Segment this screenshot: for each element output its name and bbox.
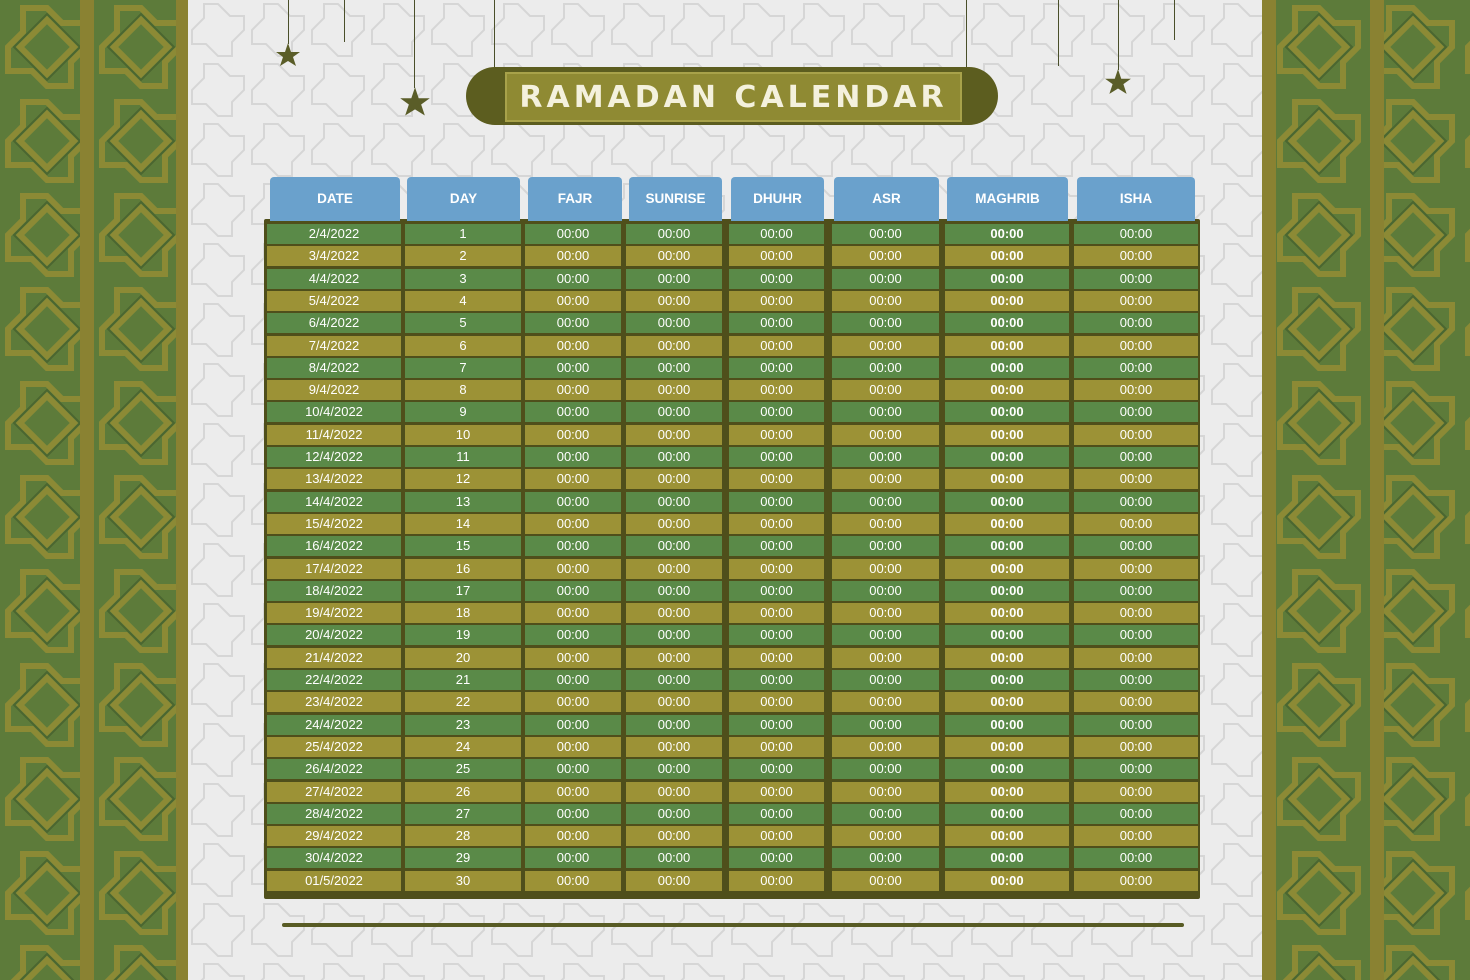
- cell-sunrise: 00:00: [626, 358, 722, 378]
- cell-fajr: 00:00: [525, 447, 621, 467]
- crescent-moon-icon: [1030, 62, 1074, 116]
- cell-maghrib: 00:00: [945, 380, 1069, 400]
- cell-sunrise: 00:00: [626, 848, 722, 868]
- cell-maghrib: 00:00: [945, 246, 1069, 266]
- cell-dhuhr: 00:00: [729, 313, 824, 333]
- cell-dhuhr: 00:00: [729, 291, 824, 311]
- cell-asr: 00:00: [832, 871, 939, 891]
- cell-asr: 00:00: [832, 492, 939, 512]
- ornament-string: [288, 0, 289, 44]
- cell-isha: 00:00: [1074, 492, 1198, 512]
- cell-dhuhr: 00:00: [729, 336, 824, 356]
- cell-sunrise: 00:00: [626, 715, 722, 735]
- left-geometric-pattern: [0, 0, 188, 980]
- ornament-string: [1118, 0, 1119, 70]
- cell-asr: 00:00: [832, 380, 939, 400]
- cell-day: 16: [405, 559, 521, 579]
- cell-sunrise: 00:00: [626, 581, 722, 601]
- cell-sunrise: 00:00: [626, 246, 722, 266]
- cell-date: 13/4/2022: [267, 469, 401, 489]
- right-panel-divider: [1370, 0, 1384, 980]
- cell-date: 19/4/2022: [267, 603, 401, 623]
- cell-isha: 00:00: [1074, 559, 1198, 579]
- cell-isha: 00:00: [1074, 581, 1198, 601]
- header-sunrise: SUNRISE: [629, 177, 722, 221]
- cell-maghrib: 00:00: [945, 336, 1069, 356]
- cell-dhuhr: 00:00: [729, 269, 824, 289]
- cell-maghrib: 00:00: [945, 358, 1069, 378]
- cell-asr: 00:00: [832, 469, 939, 489]
- cell-sunrise: 00:00: [626, 313, 722, 333]
- cell-date: 8/4/2022: [267, 358, 401, 378]
- cell-sunrise: 00:00: [626, 603, 722, 623]
- cell-isha: 00:00: [1074, 402, 1198, 422]
- cell-maghrib: 00:00: [945, 536, 1069, 556]
- cell-isha: 00:00: [1074, 425, 1198, 445]
- cell-day: 29: [405, 848, 521, 868]
- cell-dhuhr: 00:00: [729, 625, 824, 645]
- cell-isha: 00:00: [1074, 313, 1198, 333]
- cell-maghrib: 00:00: [945, 692, 1069, 712]
- cell-dhuhr: 00:00: [729, 692, 824, 712]
- cell-dhuhr: 00:00: [729, 402, 824, 422]
- cell-day: 8: [405, 380, 521, 400]
- cell-dhuhr: 00:00: [729, 670, 824, 690]
- cell-dhuhr: 00:00: [729, 425, 824, 445]
- cell-fajr: 00:00: [525, 670, 621, 690]
- cell-sunrise: 00:00: [626, 670, 722, 690]
- cell-isha: 00:00: [1074, 469, 1198, 489]
- star-icon: [275, 42, 301, 68]
- cell-date: 30/4/2022: [267, 848, 401, 868]
- cell-date: 27/4/2022: [267, 782, 401, 802]
- cell-maghrib: 00:00: [945, 848, 1069, 868]
- crescent-moon-icon: [328, 40, 372, 94]
- cell-maghrib: 00:00: [945, 447, 1069, 467]
- cell-asr: 00:00: [832, 358, 939, 378]
- cell-isha: 00:00: [1074, 514, 1198, 534]
- cell-maghrib: 00:00: [945, 826, 1069, 846]
- cell-isha: 00:00: [1074, 759, 1198, 779]
- cell-date: 29/4/2022: [267, 826, 401, 846]
- cell-fajr: 00:00: [525, 603, 621, 623]
- cell-date: 14/4/2022: [267, 492, 401, 512]
- star-icon: [399, 86, 431, 118]
- cell-day: 19: [405, 625, 521, 645]
- cell-day: 17: [405, 581, 521, 601]
- cell-isha: 00:00: [1074, 692, 1198, 712]
- cell-sunrise: 00:00: [626, 804, 722, 824]
- cell-fajr: 00:00: [525, 759, 621, 779]
- cell-date: 16/4/2022: [267, 536, 401, 556]
- cell-asr: 00:00: [832, 692, 939, 712]
- cell-dhuhr: 00:00: [729, 848, 824, 868]
- cell-date: 25/4/2022: [267, 737, 401, 757]
- cell-date: 6/4/2022: [267, 313, 401, 333]
- cell-isha: 00:00: [1074, 603, 1198, 623]
- cell-asr: 00:00: [832, 269, 939, 289]
- cell-date: 28/4/2022: [267, 804, 401, 824]
- cell-fajr: 00:00: [525, 492, 621, 512]
- cell-isha: 00:00: [1074, 715, 1198, 735]
- cell-asr: 00:00: [832, 224, 939, 244]
- cell-day: 2: [405, 246, 521, 266]
- cell-maghrib: 00:00: [945, 313, 1069, 333]
- cell-sunrise: 00:00: [626, 380, 722, 400]
- left-panel-edge: [176, 0, 188, 980]
- cell-maghrib: 00:00: [945, 648, 1069, 668]
- cell-fajr: 00:00: [525, 559, 621, 579]
- cell-fajr: 00:00: [525, 269, 621, 289]
- cell-asr: 00:00: [832, 313, 939, 333]
- cell-asr: 00:00: [832, 648, 939, 668]
- cell-isha: 00:00: [1074, 737, 1198, 757]
- crescent-moon-icon: [1154, 38, 1186, 78]
- cell-date: 24/4/2022: [267, 715, 401, 735]
- cell-fajr: 00:00: [525, 826, 621, 846]
- cell-date: 4/4/2022: [267, 269, 401, 289]
- cell-sunrise: 00:00: [626, 648, 722, 668]
- cell-day: 15: [405, 536, 521, 556]
- cell-isha: 00:00: [1074, 224, 1198, 244]
- cell-isha: 00:00: [1074, 358, 1198, 378]
- cell-sunrise: 00:00: [626, 492, 722, 512]
- cell-date: 20/4/2022: [267, 625, 401, 645]
- cell-maghrib: 00:00: [945, 670, 1069, 690]
- cell-fajr: 00:00: [525, 380, 621, 400]
- cell-asr: 00:00: [832, 514, 939, 534]
- cell-isha: 00:00: [1074, 246, 1198, 266]
- cell-isha: 00:00: [1074, 804, 1198, 824]
- cell-date: 01/5/2022: [267, 871, 401, 891]
- cell-sunrise: 00:00: [626, 692, 722, 712]
- cell-isha: 00:00: [1074, 269, 1198, 289]
- cell-isha: 00:00: [1074, 670, 1198, 690]
- ornament-string: [344, 0, 345, 42]
- cell-fajr: 00:00: [525, 425, 621, 445]
- cell-fajr: 00:00: [525, 782, 621, 802]
- cell-isha: 00:00: [1074, 447, 1198, 467]
- cell-fajr: 00:00: [525, 648, 621, 668]
- cell-dhuhr: 00:00: [729, 492, 824, 512]
- cell-sunrise: 00:00: [626, 224, 722, 244]
- star-icon: [1104, 68, 1132, 96]
- cell-date: 17/4/2022: [267, 559, 401, 579]
- cell-asr: 00:00: [832, 625, 939, 645]
- cell-asr: 00:00: [832, 402, 939, 422]
- header-isha: ISHA: [1077, 177, 1195, 221]
- cell-date: 12/4/2022: [267, 447, 401, 467]
- cell-asr: 00:00: [832, 336, 939, 356]
- cell-maghrib: 00:00: [945, 625, 1069, 645]
- cell-day: 1: [405, 224, 521, 244]
- cell-sunrise: 00:00: [626, 425, 722, 445]
- cell-day: 25: [405, 759, 521, 779]
- cell-day: 20: [405, 648, 521, 668]
- cell-dhuhr: 00:00: [729, 581, 824, 601]
- left-panel-divider: [80, 0, 94, 980]
- cell-fajr: 00:00: [525, 469, 621, 489]
- cell-dhuhr: 00:00: [729, 804, 824, 824]
- header-date: DATE: [270, 177, 400, 221]
- cell-dhuhr: 00:00: [729, 358, 824, 378]
- cell-day: 4: [405, 291, 521, 311]
- cell-isha: 00:00: [1074, 648, 1198, 668]
- cell-maghrib: 00:00: [945, 603, 1069, 623]
- header-asr: ASR: [834, 177, 939, 221]
- cell-day: 12: [405, 469, 521, 489]
- right-geometric-pattern: [1262, 0, 1470, 980]
- cell-sunrise: 00:00: [626, 447, 722, 467]
- cell-maghrib: 00:00: [945, 737, 1069, 757]
- cell-dhuhr: 00:00: [729, 871, 824, 891]
- cell-date: 9/4/2022: [267, 380, 401, 400]
- cell-dhuhr: 00:00: [729, 826, 824, 846]
- cell-day: 28: [405, 826, 521, 846]
- cell-sunrise: 00:00: [626, 625, 722, 645]
- cell-dhuhr: 00:00: [729, 447, 824, 467]
- cell-dhuhr: 00:00: [729, 782, 824, 802]
- bottom-divider: [282, 923, 1184, 927]
- cell-maghrib: 00:00: [945, 804, 1069, 824]
- ornament-string: [414, 0, 415, 88]
- cell-asr: 00:00: [832, 447, 939, 467]
- ornament-string: [966, 0, 967, 68]
- cell-dhuhr: 00:00: [729, 246, 824, 266]
- header-day: DAY: [407, 177, 520, 221]
- cell-maghrib: 00:00: [945, 425, 1069, 445]
- cell-maghrib: 00:00: [945, 402, 1069, 422]
- cell-maghrib: 00:00: [945, 871, 1069, 891]
- cell-dhuhr: 00:00: [729, 514, 824, 534]
- cell-day: 22: [405, 692, 521, 712]
- ornament-string: [494, 0, 495, 68]
- cell-date: 5/4/2022: [267, 291, 401, 311]
- cell-sunrise: 00:00: [626, 514, 722, 534]
- cell-fajr: 00:00: [525, 581, 621, 601]
- cell-sunrise: 00:00: [626, 737, 722, 757]
- cell-sunrise: 00:00: [626, 291, 722, 311]
- cell-sunrise: 00:00: [626, 269, 722, 289]
- cell-fajr: 00:00: [525, 514, 621, 534]
- cell-day: 26: [405, 782, 521, 802]
- cell-day: 13: [405, 492, 521, 512]
- right-pattern-panel: [1262, 0, 1470, 980]
- cell-dhuhr: 00:00: [729, 715, 824, 735]
- header-fajr: FAJR: [528, 177, 622, 221]
- ornament-string: [1174, 0, 1175, 40]
- cell-day: 3: [405, 269, 521, 289]
- cell-dhuhr: 00:00: [729, 759, 824, 779]
- cell-fajr: 00:00: [525, 737, 621, 757]
- cell-dhuhr: 00:00: [729, 559, 824, 579]
- cell-isha: 00:00: [1074, 782, 1198, 802]
- cell-asr: 00:00: [832, 848, 939, 868]
- cell-isha: 00:00: [1074, 625, 1198, 645]
- cell-fajr: 00:00: [525, 804, 621, 824]
- cell-asr: 00:00: [832, 246, 939, 266]
- cell-isha: 00:00: [1074, 871, 1198, 891]
- cell-fajr: 00:00: [525, 224, 621, 244]
- cell-sunrise: 00:00: [626, 871, 722, 891]
- cell-isha: 00:00: [1074, 536, 1198, 556]
- cell-date: 7/4/2022: [267, 336, 401, 356]
- cell-day: 10: [405, 425, 521, 445]
- cell-day: 30: [405, 871, 521, 891]
- cell-sunrise: 00:00: [626, 826, 722, 846]
- cell-date: 2/4/2022: [267, 224, 401, 244]
- cell-asr: 00:00: [832, 715, 939, 735]
- cell-dhuhr: 00:00: [729, 469, 824, 489]
- cell-asr: 00:00: [832, 559, 939, 579]
- cell-sunrise: 00:00: [626, 782, 722, 802]
- cell-fajr: 00:00: [525, 715, 621, 735]
- cell-fajr: 00:00: [525, 313, 621, 333]
- cell-maghrib: 00:00: [945, 514, 1069, 534]
- cell-sunrise: 00:00: [626, 336, 722, 356]
- cell-day: 27: [405, 804, 521, 824]
- cell-day: 23: [405, 715, 521, 735]
- cell-day: 7: [405, 358, 521, 378]
- cell-day: 24: [405, 737, 521, 757]
- cell-fajr: 00:00: [525, 336, 621, 356]
- cell-dhuhr: 00:00: [729, 224, 824, 244]
- cell-asr: 00:00: [832, 737, 939, 757]
- cell-fajr: 00:00: [525, 692, 621, 712]
- cell-maghrib: 00:00: [945, 559, 1069, 579]
- cell-fajr: 00:00: [525, 625, 621, 645]
- cell-maghrib: 00:00: [945, 581, 1069, 601]
- cell-date: 23/4/2022: [267, 692, 401, 712]
- cell-date: 11/4/2022: [267, 425, 401, 445]
- left-pattern-panel: [0, 0, 188, 980]
- cell-fajr: 00:00: [525, 536, 621, 556]
- cell-fajr: 00:00: [525, 871, 621, 891]
- cell-maghrib: 00:00: [945, 224, 1069, 244]
- cell-day: 9: [405, 402, 521, 422]
- cell-asr: 00:00: [832, 759, 939, 779]
- cell-fajr: 00:00: [525, 402, 621, 422]
- cell-dhuhr: 00:00: [729, 648, 824, 668]
- cell-day: 18: [405, 603, 521, 623]
- cell-sunrise: 00:00: [626, 402, 722, 422]
- cell-sunrise: 00:00: [626, 536, 722, 556]
- cell-isha: 00:00: [1074, 380, 1198, 400]
- cell-fajr: 00:00: [525, 358, 621, 378]
- cell-isha: 00:00: [1074, 291, 1198, 311]
- cell-maghrib: 00:00: [945, 291, 1069, 311]
- cell-day: 5: [405, 313, 521, 333]
- cell-maghrib: 00:00: [945, 492, 1069, 512]
- cell-isha: 00:00: [1074, 848, 1198, 868]
- cell-asr: 00:00: [832, 536, 939, 556]
- cell-day: 21: [405, 670, 521, 690]
- cell-maghrib: 00:00: [945, 759, 1069, 779]
- cell-date: 21/4/2022: [267, 648, 401, 668]
- ornament-string: [1058, 0, 1059, 66]
- cell-asr: 00:00: [832, 804, 939, 824]
- cell-isha: 00:00: [1074, 336, 1198, 356]
- cell-fajr: 00:00: [525, 246, 621, 266]
- cell-dhuhr: 00:00: [729, 536, 824, 556]
- cell-asr: 00:00: [832, 291, 939, 311]
- cell-asr: 00:00: [832, 782, 939, 802]
- page-title: RAMADAN CALENDAR: [519, 80, 948, 115]
- cell-date: 26/4/2022: [267, 759, 401, 779]
- cell-date: 18/4/2022: [267, 581, 401, 601]
- cell-asr: 00:00: [832, 581, 939, 601]
- cell-day: 6: [405, 336, 521, 356]
- cell-asr: 00:00: [832, 603, 939, 623]
- cell-date: 15/4/2022: [267, 514, 401, 534]
- cell-sunrise: 00:00: [626, 559, 722, 579]
- cell-fajr: 00:00: [525, 848, 621, 868]
- cell-maghrib: 00:00: [945, 715, 1069, 735]
- cell-day: 11: [405, 447, 521, 467]
- right-panel-edge: [1262, 0, 1276, 980]
- cell-isha: 00:00: [1074, 826, 1198, 846]
- cell-fajr: 00:00: [525, 291, 621, 311]
- cell-asr: 00:00: [832, 425, 939, 445]
- header-maghrib: MAGHRIB: [947, 177, 1068, 221]
- cell-sunrise: 00:00: [626, 759, 722, 779]
- cell-sunrise: 00:00: [626, 469, 722, 489]
- cell-dhuhr: 00:00: [729, 380, 824, 400]
- cell-date: 22/4/2022: [267, 670, 401, 690]
- cell-maghrib: 00:00: [945, 469, 1069, 489]
- cell-maghrib: 00:00: [945, 269, 1069, 289]
- header-dhuhr: DHUHR: [731, 177, 824, 221]
- cell-asr: 00:00: [832, 826, 939, 846]
- cell-date: 10/4/2022: [267, 402, 401, 422]
- cell-date: 3/4/2022: [267, 246, 401, 266]
- cell-asr: 00:00: [832, 670, 939, 690]
- cell-maghrib: 00:00: [945, 782, 1069, 802]
- cell-dhuhr: 00:00: [729, 603, 824, 623]
- cell-dhuhr: 00:00: [729, 737, 824, 757]
- cell-day: 14: [405, 514, 521, 534]
